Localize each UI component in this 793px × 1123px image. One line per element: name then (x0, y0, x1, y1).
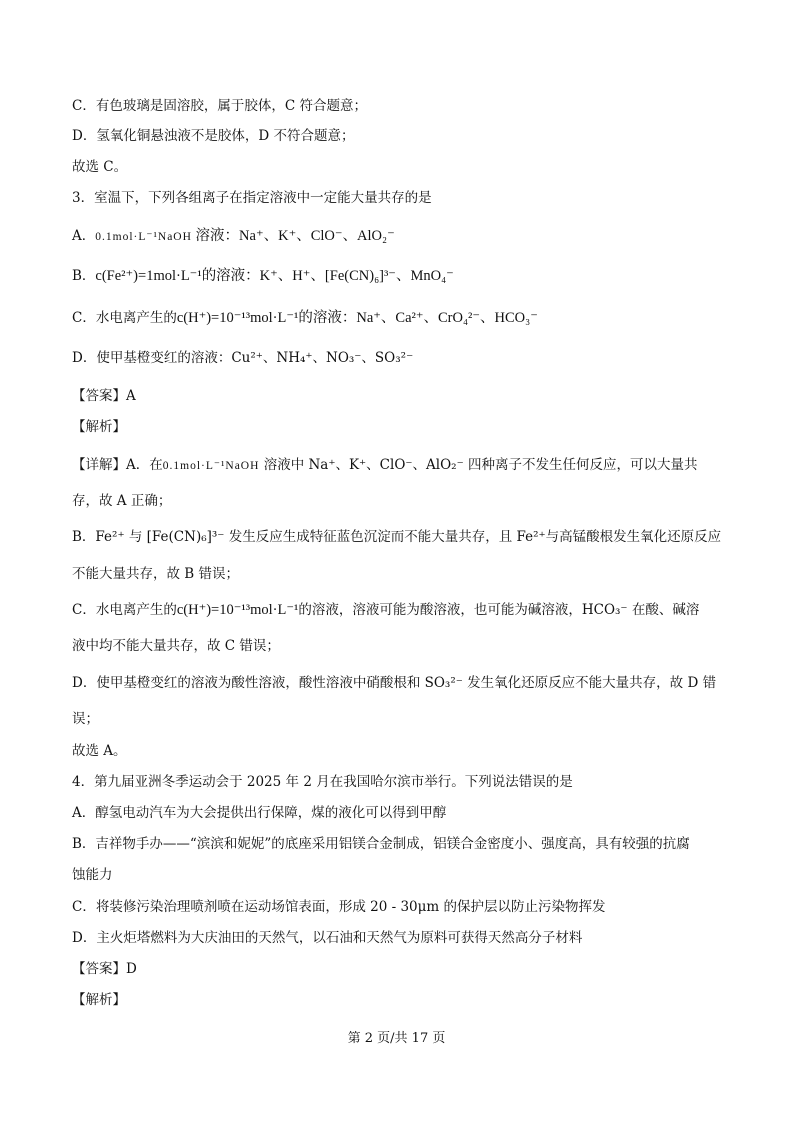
explanation-line (72, 455, 732, 476)
option-3a (72, 226, 732, 247)
text: C．水电离产生的 (72, 602, 177, 618)
formula: c(Fe²⁺)=1mol·L⁻¹ (95, 268, 202, 284)
page-footer: 第 2 页/共 17 页 (347, 1031, 446, 1046)
option-4c: C．将装修污染治理喷剂喷在运动场馆表面，形成 20 - 30μm 的保护层以防止污染物挥发 (72, 899, 606, 915)
option-3d: D．使甲基橙变红的溶液：Cu²⁺、NH₄⁺、NO₃⁻、SO₃²⁻ (72, 350, 414, 366)
text-line: 故选 C。 (72, 159, 128, 175)
option-4b: B．吉祥物手办——“滨滨和妮妮”的底座采用铝镁合金制成，铝镁合金密度小、强度高，具有较强的抗腐 (72, 836, 690, 852)
explanation-line: B．Fe²⁺ 与 [Fe(CN)₆]³⁻ 发生反应生成特征蓝色沉淀而不能大量共存，且 Fe²⁺与高锰酸根发生氧化还原反应 (72, 529, 722, 545)
text: 的溶液，溶液可能为酸溶液，也可能为碱溶液，HCO₃⁻ 在酸、碱溶 (298, 602, 700, 618)
formula: 的溶液：K⁺、H⁺、[Fe(CN)₆]³⁻、MnO₄⁻ (201, 268, 454, 284)
text-line: D．氢氧化铜悬浊液不是胶体，D 不符合题意； (72, 128, 355, 144)
explanation-line: 误； (72, 711, 99, 727)
question-4: 4．第九届亚洲冬季运动会于 2025 年 2 月在我国哈尔滨市举行。下列说法错误的是 (72, 774, 573, 790)
option-4d: D．主火炬塔燃料为大庆油田的天然气，以石油和天然气为原料可获得天然高分子材料 (72, 930, 583, 946)
formula: 0.1mol·L⁻¹NaOH (162, 460, 260, 472)
explanation-line: 不能大量共存，故 B 错误； (72, 566, 240, 582)
formula: 溶液：Na⁺、K⁺、ClO⁻、AlO₂⁻ (191, 228, 395, 244)
option-4a: A．醇氢电动汽车为大会提供出行保障，煤的液化可以得到甲醇 (72, 805, 447, 821)
option-3b (72, 266, 732, 286)
formula: 0.1mol·L⁻¹NaOH (95, 231, 192, 243)
option-label: C．水电离产生的 (72, 310, 177, 326)
explanation-line: D．使甲基橙变红的溶液为酸性溶液，酸性溶液中硝酸根和 SO₃²⁻ 发生氧化还原反应不能大量共存，故 D 错 (72, 675, 717, 691)
answer-tag: 【答案】A (72, 388, 136, 404)
text: 溶液中 Na⁺、K⁺、ClO⁻、AlO₂⁻ 四种离子不发生任何反应，可以大量共 (259, 457, 698, 473)
analysis-tag: 【解析】 (72, 992, 126, 1008)
text-line: C．有色玻璃是固溶胶，属于胶体，C 符合题意； (72, 98, 367, 114)
explanation-line: 故选 A。 (72, 743, 127, 759)
explanation-line: 存，故 A 正确； (72, 493, 172, 509)
formula: c(H⁺)=10⁻¹³mol·L⁻¹ (176, 310, 299, 326)
analysis-tag: 【解析】 (72, 419, 126, 435)
option-3c (72, 308, 732, 328)
option-label: A． (72, 228, 96, 244)
explanation-line (72, 600, 732, 620)
answer-tag: 【答案】D (72, 961, 137, 977)
option-4b-cont: 蚀能力 (72, 867, 113, 883)
explanation-line: 液中均不能大量共存，故 C 错误； (72, 638, 280, 654)
option-label: B． (72, 268, 96, 284)
formula: c(H⁺)=10⁻¹³mol·L⁻¹ (176, 602, 299, 618)
formula: 的溶液：Na⁺、Ca²⁺、CrO₄²⁻、HCO₃⁻ (298, 310, 538, 326)
text: 【详解】A．在 (72, 457, 163, 473)
question-3: 3．室温下，下列各组离子在指定溶液中一定能大量共存的是 (72, 190, 432, 206)
